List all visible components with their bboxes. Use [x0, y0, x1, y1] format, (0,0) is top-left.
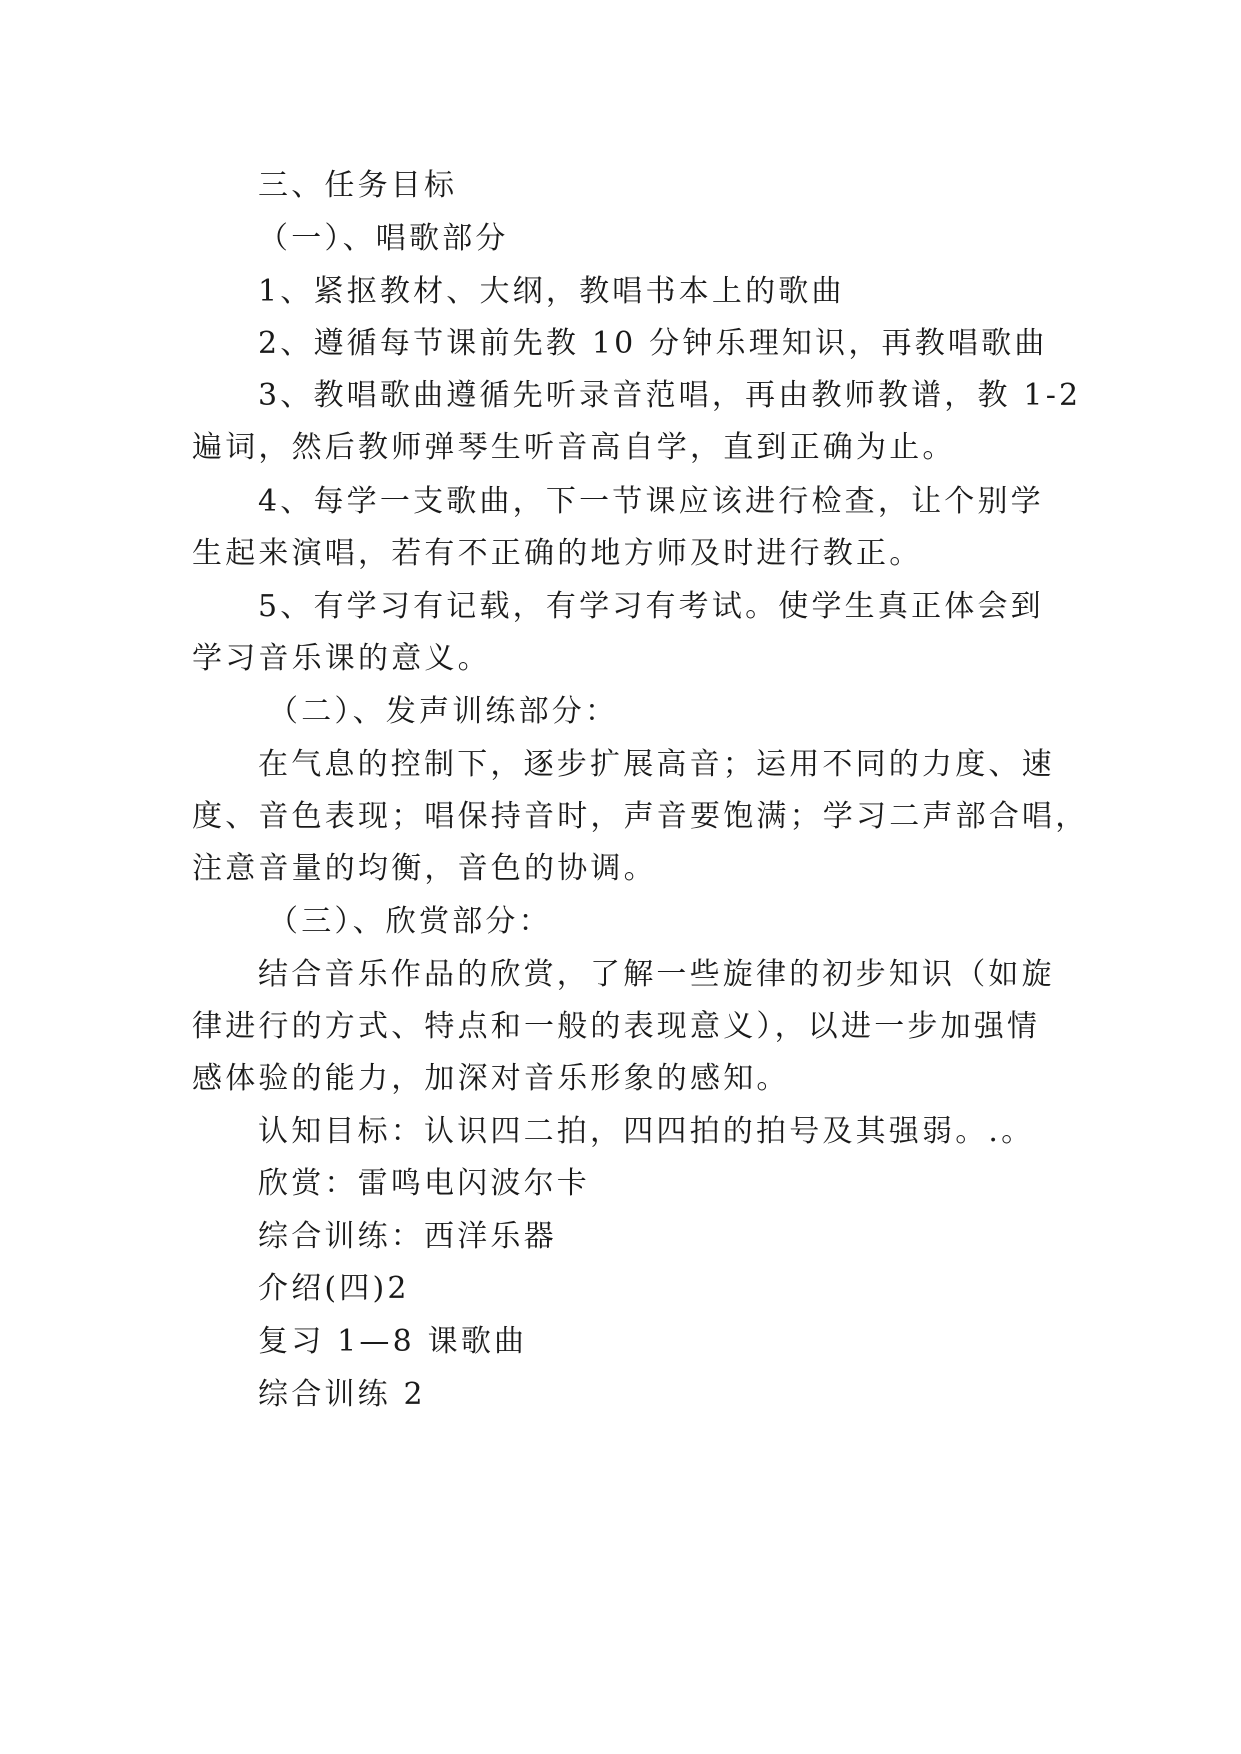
paragraph-line: 1、紧抠教材、大纲，教唱书本上的歌曲 [258, 274, 845, 309]
paragraph-line: 在气息的控制下，逐步扩展高音；运用不同的力度、速 [258, 747, 1055, 782]
section-heading: 三、任务目标 [258, 168, 458, 203]
paragraph-line: 4、每学一支歌曲，下一节课应该进行检查，让个别学 [258, 484, 1044, 519]
paragraph-line: 感体验的能力，加深对音乐形象的感知。 [192, 1061, 790, 1096]
paragraph-line: 综合训练：西洋乐器 [258, 1219, 557, 1254]
paragraph-line: 学习音乐课的意义。 [192, 641, 491, 676]
paragraph-line: 律进行的方式、特点和一般的表现意义），以进一步加强情 [192, 1009, 1041, 1044]
paragraph-line: 欣赏：雷鸣电闪波尔卡 [258, 1166, 590, 1201]
paragraph-line: 综合训练 2 [258, 1377, 426, 1412]
paragraph-line: 度、音色表现；唱保持音时，声音要饱满；学习二声部合唱， [192, 799, 1089, 834]
subsection-heading: （三）、欣赏部分： [268, 904, 552, 939]
paragraph-line: 复习 1—8 课歌曲 [258, 1324, 528, 1359]
paragraph-line: 介绍(四)2 [258, 1271, 410, 1306]
paragraph-line: 遍词，然后教师弹琴生听音高自学，直到正确为止。 [192, 430, 956, 465]
paragraph-line: 生起来演唱，若有不正确的地方师及时进行教正。 [192, 536, 923, 571]
paragraph-line: 注意音量的均衡，音色的协调。 [192, 851, 657, 886]
paragraph-line: 认知目标：认识四二拍，四四拍的拍号及其强弱。.。 [258, 1114, 1035, 1149]
paragraph-line: 5、有学习有记载，有学习有考试。使学生真正体会到 [258, 589, 1044, 624]
subsection-heading: （二）、发声训练部分： [268, 694, 619, 729]
paragraph-line: 结合音乐作品的欣赏，了解一些旋律的初步知识（如旋 [258, 957, 1055, 992]
paragraph-line: 3、教唱歌曲遵循先听录音范唱，再由教师教谱，教 1-2 [258, 378, 1082, 413]
paragraph-line: 2、遵循每节课前先教 10 分钟乐理知识，再教唱歌曲 [258, 326, 1048, 361]
subsection-heading: （一）、唱歌部分 [258, 221, 509, 256]
